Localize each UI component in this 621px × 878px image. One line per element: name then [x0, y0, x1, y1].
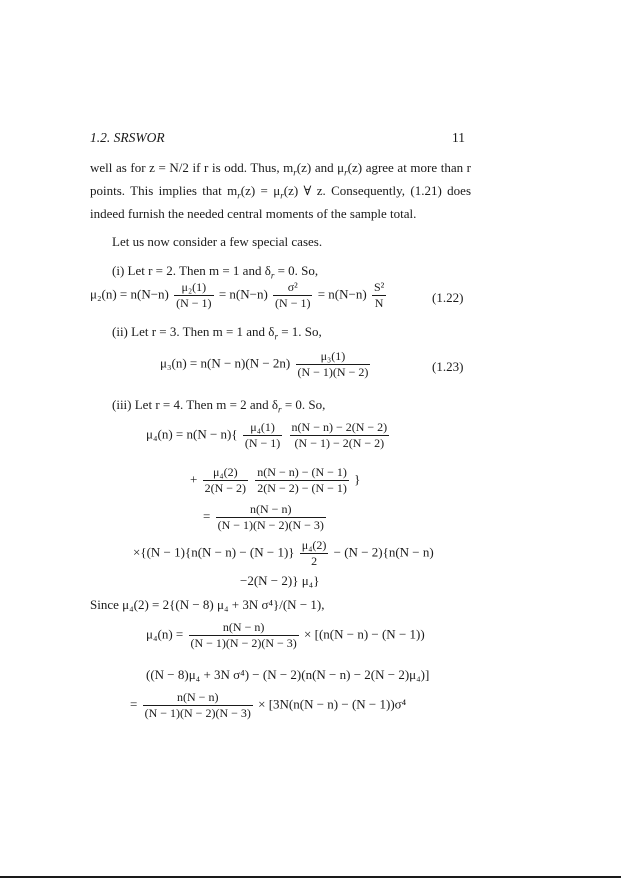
paragraph-2: Let us now consider a few special cases.: [112, 234, 323, 249]
running-header-section: 1.2. SRSWOR: [90, 130, 165, 145]
case-2-text: (ii) Let r = 3. Then m = 1 and $\delta_r = 1$. So,: [112, 324, 322, 342]
equation-mu4-expanded-line1: μ₄(n) = $\frac{n(N - n)}{(N - 1)(N - 2)(N - 3)}$ × [(n(N − n) − (N − 1)): [146, 620, 425, 650]
equation-number-1-22: (1.22): [432, 290, 464, 305]
equation-mu4-line3: = $\frac{n(N - n)}{(N - 1)(N - 2)(N - 3)}$: [203, 502, 324, 532]
paragraph-1: well as for z = N/2 if r is odd. Thus, $m_r(z)$ and $\mu_r(z)$ agree at more than r points. This implies that $m_r(z) = \mu_r(z)$ ∀ z. Consequently, (1.21) does indeed furnish the needed central moments of the sample total.: [90, 160, 472, 222]
page-number: 11: [452, 130, 465, 145]
equation-mu4-line2: + $\frac{\text{μ₄(2)}}{2(N - 2)}$ $\frac{n(N - n) - (N - 1)}{2(N - 2) - (N - 1)}$ }: [190, 465, 361, 495]
equation-mu4-line1: μ₄(n) = n(N − n){ $\frac{\text{μ₄(1)}}{(N - 1)}$ $\frac{n(N - n) - 2(N - 2)}{(N - 1) - 2(N - 2)}$: [146, 420, 388, 450]
equation-mu4-expanded-line2: ((N − 8)μ₄ + 3N σ⁴) − (N − 2)(n(N − n) − 2(N − 2)μ₄)]: [146, 667, 430, 682]
case-1-text: (i) Let r = 2. Then m = 1 and $\delta_r = 0$. So,: [112, 263, 319, 281]
equation-mu4-line4: ×{(N − 1){n(N − n) − (N − 1)} $\frac{\text{μ₄(2)}}{2}$ − (N − 2){n(N − n): [133, 538, 434, 568]
equation-1-23: μ₃(n) = n(N − n)(N − 2n) $\frac{\text{μ₃(1)}}{(N - 1)(N - 2)}$: [160, 349, 369, 379]
para1-line1: well as for z = N/2 if r is odd. Thus, m: [90, 160, 294, 175]
since-text: Since μ₄(2) = 2{(N − 8) μ₄ + 3N σ⁴}/(N − 1),: [90, 597, 325, 612]
equation-mu4-expanded-line3: = $\frac{n(N - n)}{(N - 1)(N - 2)(N - 3)}$ × [3N(n(N − n) − (N − 1))σ⁴: [130, 690, 407, 720]
equation-1-22: μ₂(n) = n(N−n) $\frac{\text{μ₂(1)}}{(N - 1)}$ = n(N−n) $\frac{\text{σ²}}{(N - 1)}$ = n(N−n) $\frac{\text{S²}}{N}$: [90, 280, 385, 310]
para1-line4: total.: [389, 206, 417, 222]
equation-number-1-23: (1.23): [432, 359, 464, 374]
case-3-text: (iii) Let r = 4. Then m = 2 and $\delta_r = 0$. So,: [112, 397, 326, 415]
para1-line2: than r points. This implies that m: [90, 160, 472, 199]
equation-mu4-line5: −2(N − 2)} μ₄}: [240, 573, 320, 588]
para1-line3: (1.21) does indeed furnish the needed central moments of the sample: [90, 183, 472, 222]
